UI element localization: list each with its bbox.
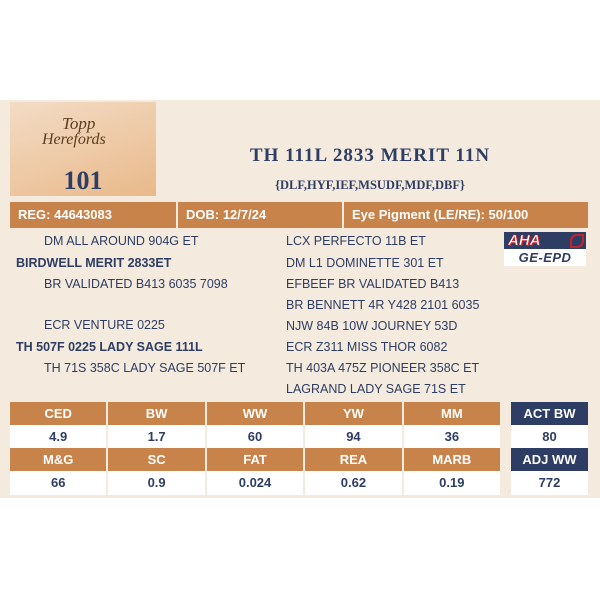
epd-header: REA [305,448,403,472]
logo-line-1: Topp [62,114,96,133]
epd-value: 0.62 [305,471,403,495]
pedigree-sire-dam: BR VALIDATED B413 6035 7098 [44,277,228,291]
epd-header: MARB [404,448,500,472]
pedigree-dam-sire: ECR VENTURE 0225 [44,318,165,332]
epd-value: 0.9 [108,471,206,495]
pedigree-right-8: LAGRAND LADY SAGE 71S ET [286,382,466,396]
registration-number: REG: 44643083 [10,202,178,228]
pedigree-right-6: ECR Z311 MISS THOR 6082 [286,340,448,354]
epd-value: 0.024 [207,471,305,495]
badge-bottom-text: GE-EPD [504,249,586,266]
eye-pigment: Eye Pigment (LE/RE): 50/100 [352,207,529,222]
registration-bar [10,202,588,228]
pedigree-right-7: TH 403A 475Z PIONEER 358C ET [286,361,480,375]
epd-header: BW [108,402,206,426]
epd-value: 94 [305,425,403,449]
epd-value: 60 [207,425,305,449]
epd-header-row-1 [10,402,500,426]
badge-top-text: AHA [508,232,541,249]
act-bw-label: ACT BW [511,402,588,426]
epd-header: M&G [10,448,108,472]
epd-value: 0.19 [404,471,500,495]
lot-number: 101 [63,166,103,195]
pedigree-right-3: EFBEEF BR VALIDATED B413 [286,277,460,291]
logo-line-2: Herefords [42,131,106,148]
pedigree-sire: BIRDWELL MERIT 2833ET [16,256,172,270]
epd-value: 1.7 [108,425,206,449]
date-of-birth: DOB: 12/7/24 [178,202,344,228]
epd-header-row-2 [10,448,500,472]
genetic-codes: {DLF,HYF,IEF,MSUDF,MDF,DBF} [275,178,465,192]
aha-ge-epd-badge [504,232,586,266]
pedigree-right-1: LCX PERFECTO 11B ET [286,234,426,248]
epd-value: 66 [10,471,108,495]
pedigree-dam-dam: TH 71S 358C LADY SAGE 507F ET [44,361,246,375]
epd-header: CED [10,402,108,426]
epd-header: YW [305,402,403,426]
pedigree-right-4: BR BENNETT 4R Y428 2101 6035 [286,298,480,312]
epd-value: 36 [404,425,500,449]
epd-header: MM [404,402,500,426]
epd-header: SC [108,448,206,472]
adj-ww-label: ADJ WW [511,448,588,472]
pedigree-dam: TH 507F 0225 LADY SAGE 111L [16,340,203,354]
pedigree-sire-sire: DM ALL AROUND 904G ET [44,234,199,248]
adj-ww-value: 772 [511,471,588,495]
dna-icon [570,234,584,248]
epd-header: WW [207,402,305,426]
pedigree-right-5: NJW 84B 10W JOURNEY 53D [286,319,458,333]
epd-value: 4.9 [10,425,108,449]
act-bw-value: 80 [511,425,588,449]
animal-name: TH 111L 2833 MERIT 11N [249,145,491,166]
epd-value-row-1 [10,425,500,449]
epd-value-row-2 [10,471,500,495]
farm-logo [32,112,142,158]
epd-header: FAT [207,448,305,472]
pedigree-right-2: DM L1 DOMINETTE 301 ET [286,256,444,270]
